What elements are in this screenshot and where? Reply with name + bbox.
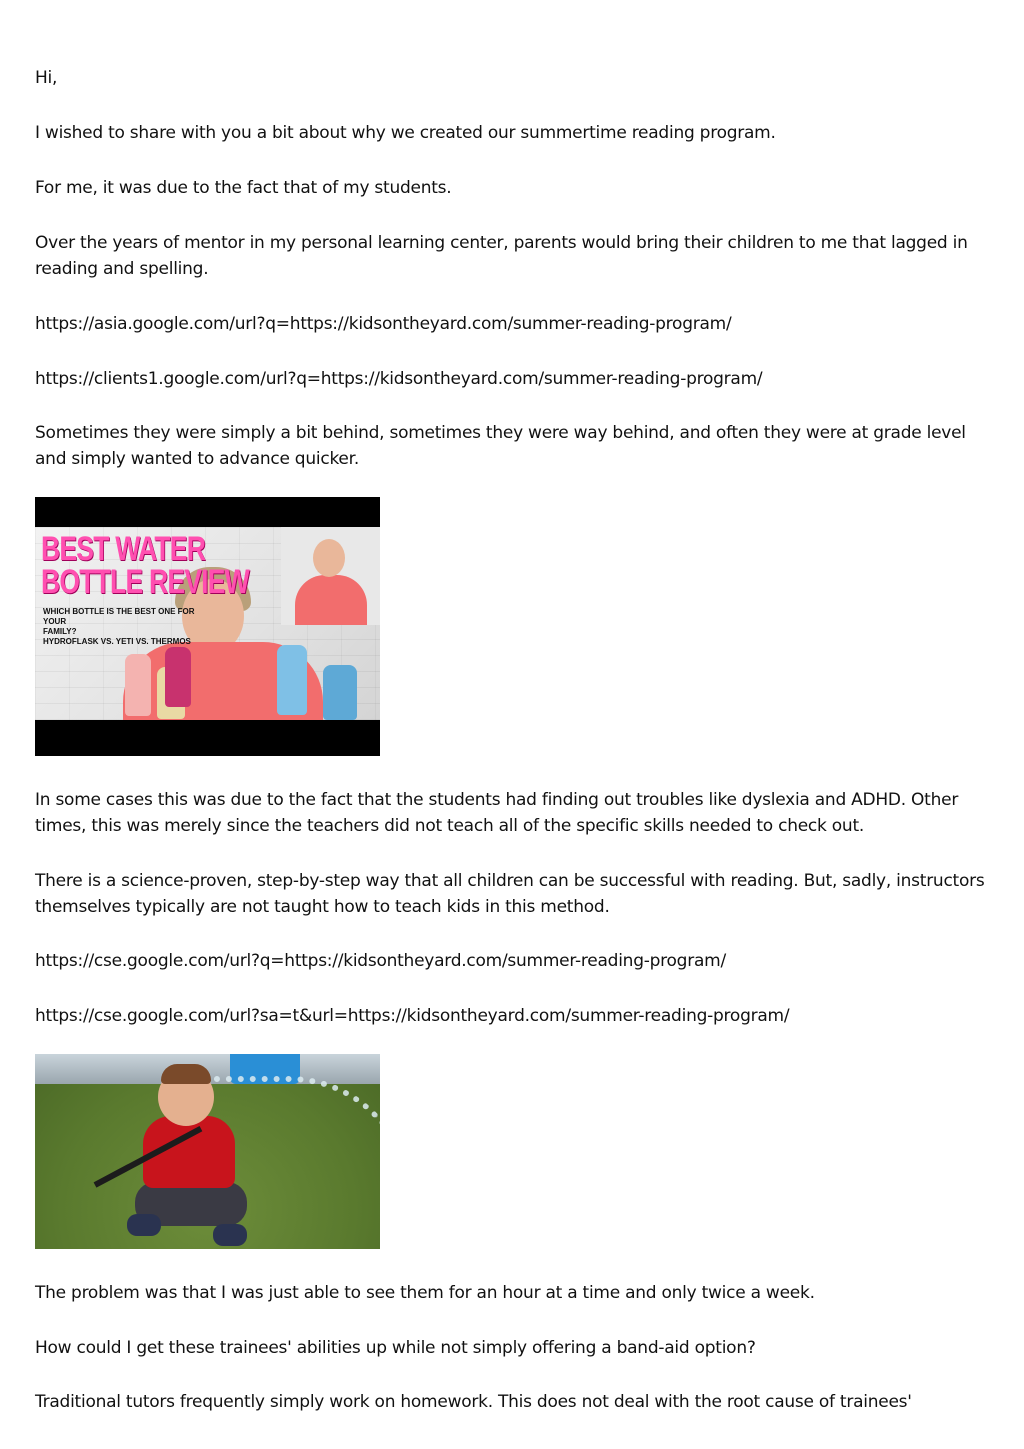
bottle-icon	[323, 665, 357, 720]
thumbnail-subtitle: WHICH BOTTLE IS THE BEST ONE FOR YOUR FAMILY? HYDROFLASK VS. YETI VS. THERMOS	[43, 607, 195, 646]
bottle-icon	[277, 645, 307, 715]
link-asia-google[interactable]: https://asia.google.com/url?q=https://kidsontheyard.com/summer-reading-program/	[35, 314, 732, 334]
thumbnail-scene	[35, 527, 380, 720]
paragraph-intro: I wished to share with you a bit about why we created our summertime reading program.	[35, 123, 776, 143]
baby-with-hose-photo	[35, 1054, 380, 1249]
paragraph-behind: Sometimes they were simply a bit behind, sometimes they were way behind, and often they were at grade level and simply wanted to advance quicker.	[35, 423, 966, 469]
link-cse-google-sa[interactable]: https://cse.google.com/url?sa=t&url=https://kidsontheyard.com/summer-reading-program/	[35, 1006, 790, 1026]
link-clients1-google[interactable]: https://clients1.google.com/url?q=https://kidsontheyard.com/summer-reading-program/	[35, 369, 763, 389]
paragraph-students: For me, it was due to the fact that of my students.	[35, 178, 452, 198]
paragraph-dyslexia: In some cases this was due to the fact that the students had finding out troubles like dyslexia and ADHD. Other times, this was merely since the teachers did not teach all of the specific skills needed to check out.	[35, 790, 959, 836]
video-thumbnail-image	[35, 497, 380, 756]
paragraph-science-proven: There is a science-proven, step-by-step way that all children can be successful with reading. But, sadly, instructors themselves typically are not taught how to teach kids in this method.	[35, 871, 985, 917]
paragraph-band-aid: How could I get these trainees' abilities up while not simply offering a band-aid option?	[35, 1338, 756, 1358]
greeting: Hi,	[35, 68, 58, 88]
photo-shoe	[213, 1224, 247, 1246]
paragraph-traditional-tutors: Traditional tutors frequently simply work on homework. This does not deal with the root cause of trainees'	[35, 1392, 912, 1412]
thumbnail-title: BEST WATER BOTTLE REVIEW	[41, 530, 249, 601]
bottle-icon	[125, 654, 151, 716]
photo-baby-hair	[161, 1064, 211, 1084]
paragraph-learning-center: Over the years of mentor in my personal learning center, parents would bring their children to me that lagged in reading and spelling.	[35, 233, 968, 279]
photo-shoe	[127, 1214, 161, 1236]
paragraph-problem: The problem was that I was just able to see them for an hour at a time and only twice a week.	[35, 1283, 815, 1303]
thumbnail-inset	[281, 527, 380, 625]
link-cse-google-q[interactable]: https://cse.google.com/url?q=https://kidsontheyard.com/summer-reading-program/	[35, 951, 726, 971]
bottle-icon	[165, 647, 191, 707]
